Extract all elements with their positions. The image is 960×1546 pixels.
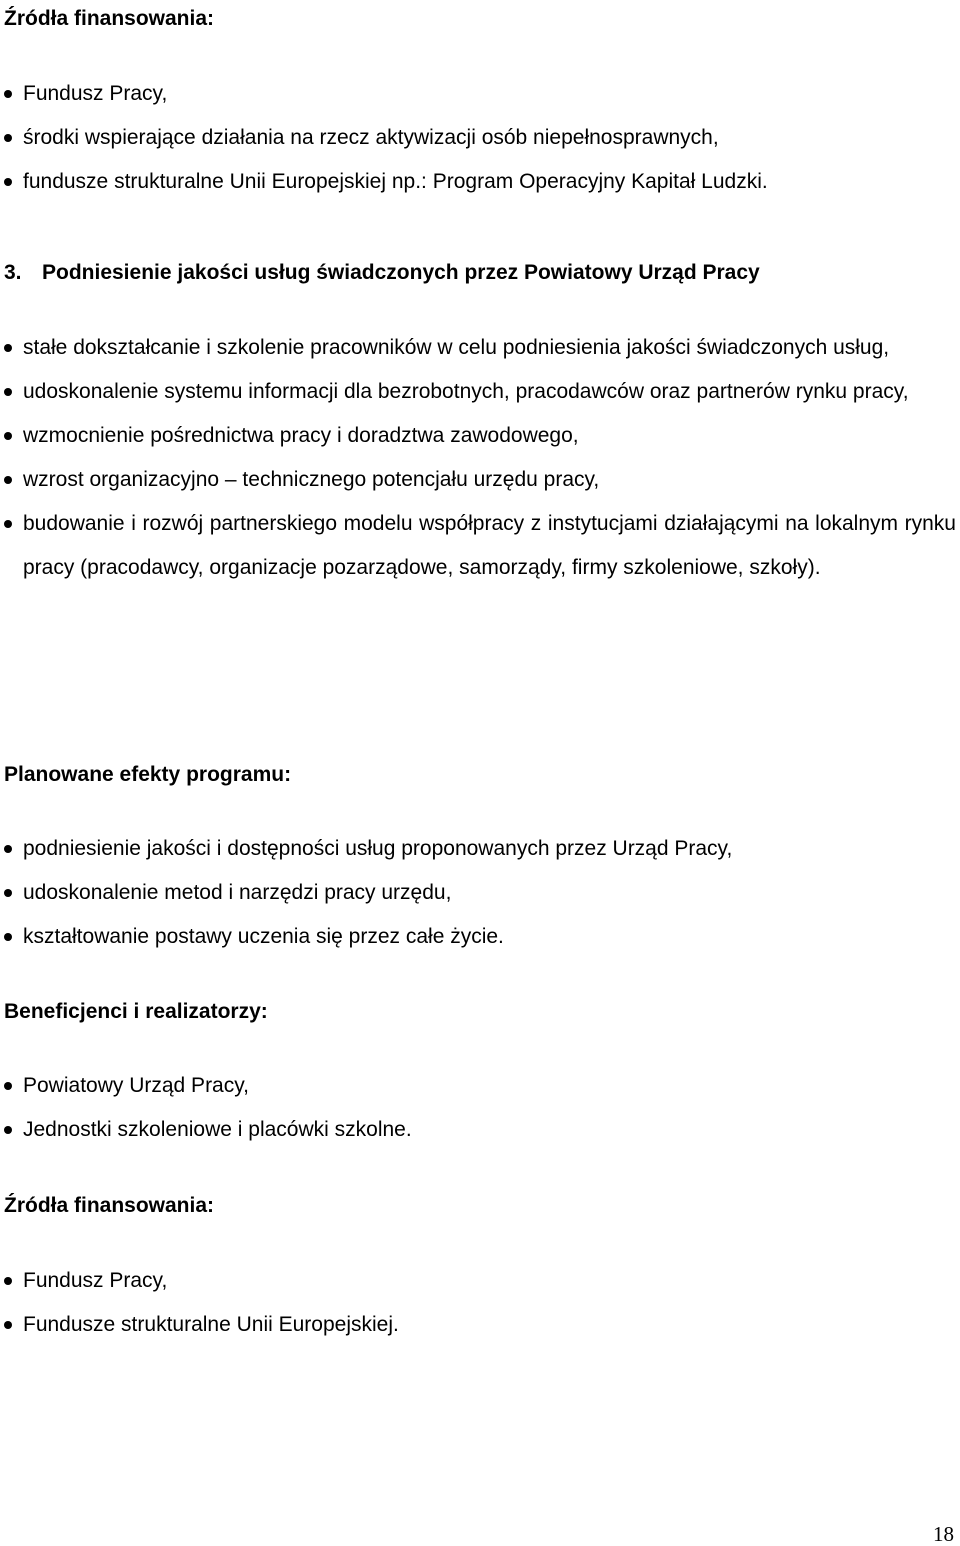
- funding-list-bottom: [4, 1259, 956, 1347]
- list-item: [4, 116, 956, 160]
- list-item-text: Powiatowy Urząd Pracy,: [23, 1074, 250, 1097]
- bullet-icon: [4, 432, 12, 440]
- bullet-icon: [4, 1126, 12, 1134]
- program-3-heading: [4, 261, 760, 285]
- bullet-icon: [4, 933, 12, 941]
- program-title: Podniesienie jakości usług świadczonych przez Powiatowy Urząd Pracy: [42, 261, 760, 284]
- list-item-text: budowanie i rozwój partnerskiego modelu współpracy z instytucjami działającymi na lokalnym rynku pracy (pracodawcy, organizacje pozarządowe, samorządy, firmy szkoleniowe, szkoły).: [23, 512, 956, 579]
- list-item-text: wzrost organizacyjno – technicznego potencjału urzędu pracy,: [23, 468, 600, 491]
- list-item: [4, 72, 956, 116]
- list-item: [4, 326, 956, 370]
- list-item-text: wzmocnienie pośrednictwa pracy i doradztwa zawodowego,: [23, 424, 579, 447]
- list-item-text: podniesienie jakości i dostępności usług proponowanych przez Urząd Pracy,: [23, 837, 733, 860]
- bullet-icon: [4, 344, 12, 352]
- bullet-icon: [4, 520, 12, 528]
- bullet-icon: [4, 845, 12, 853]
- list-item-text: fundusze strukturalne Unii Europejskiej np.: Program Operacyjny Kapitał Ludzki.: [23, 170, 768, 193]
- list-item: [4, 160, 956, 204]
- funding-heading-top: Źródła finansowania:: [4, 7, 215, 30]
- list-item-text: Fundusz Pracy,: [23, 1269, 168, 1292]
- page-number: 18: [933, 1522, 954, 1546]
- bullet-icon: [4, 1277, 12, 1285]
- program-3-list: [4, 326, 956, 590]
- bullet-icon: [4, 178, 12, 186]
- list-item-text: kształtowanie postawy uczenia się przez całe życie.: [23, 925, 504, 948]
- list-item: [4, 1064, 956, 1108]
- list-item: [4, 871, 956, 915]
- bullet-icon: [4, 388, 12, 396]
- list-item: [4, 915, 956, 959]
- list-item: [4, 827, 956, 871]
- list-item-text: stałe dokształcanie i szkolenie pracowników w celu podniesienia jakości świadczonych usług,: [23, 336, 890, 359]
- list-item-text: środki wspierające działania na rzecz aktywizacji osób niepełnosprawnych,: [23, 126, 719, 149]
- bullet-icon: [4, 889, 12, 897]
- list-item-text: Jednostki szkoleniowe i placówki szkolne.: [23, 1118, 412, 1141]
- list-item: [4, 458, 956, 502]
- list-item-text: udoskonalenie metod i narzędzi pracy urzędu,: [23, 881, 452, 904]
- bullet-icon: [4, 1321, 12, 1329]
- bullet-icon: [4, 90, 12, 98]
- program-number: 3.: [4, 261, 22, 284]
- list-item: [4, 370, 956, 414]
- bullet-icon: [4, 476, 12, 484]
- list-item: [4, 1303, 956, 1347]
- beneficiaries-heading: Beneficjenci i realizatorzy:: [4, 1000, 268, 1023]
- bullet-icon: [4, 1082, 12, 1090]
- effects-list: [4, 827, 956, 959]
- list-item-text: Fundusze strukturalne Unii Europejskiej.: [23, 1313, 399, 1336]
- beneficiaries-list: [4, 1064, 956, 1152]
- funding-list-top: [4, 72, 956, 204]
- list-item-text: Fundusz Pracy,: [23, 82, 168, 105]
- list-item: [4, 1259, 956, 1303]
- funding-heading-bottom: Źródła finansowania:: [4, 1194, 215, 1217]
- list-item: [4, 502, 956, 590]
- list-item: [4, 1108, 956, 1152]
- list-item-text: udoskonalenie systemu informacji dla bezrobotnych, pracodawców oraz partnerów rynku pracy,: [23, 380, 909, 403]
- effects-heading: Planowane efekty programu:: [4, 763, 292, 786]
- list-item: [4, 414, 956, 458]
- bullet-icon: [4, 134, 12, 142]
